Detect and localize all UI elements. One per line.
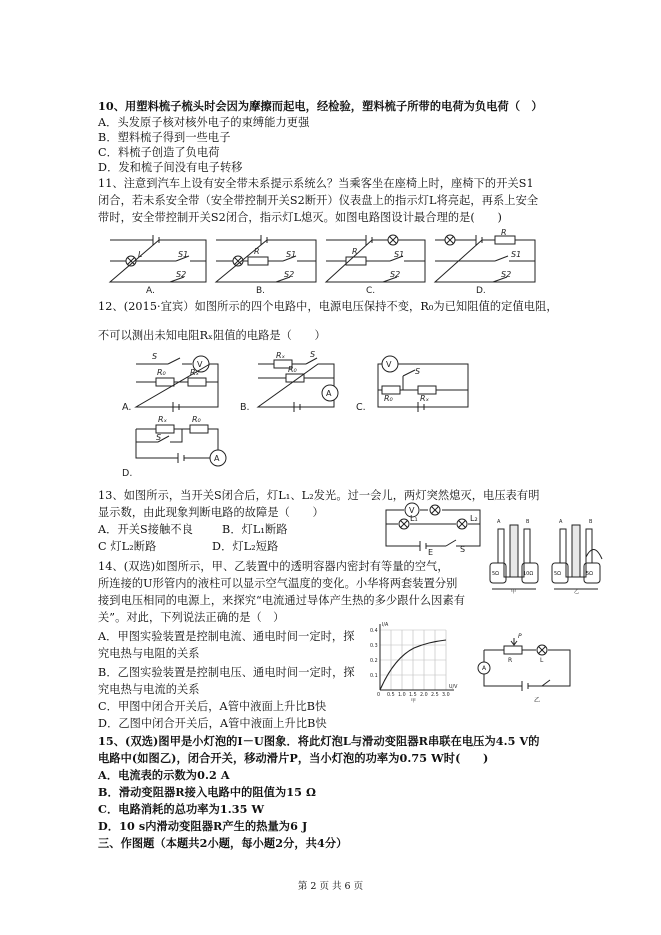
- q11-label-d: D.: [476, 286, 486, 296]
- label-l: L: [138, 250, 143, 259]
- q13-option-d: D．灯L₂短路: [212, 540, 279, 553]
- q15-option-a: A．电流表的示数为0.2 A: [98, 768, 230, 782]
- label-a: A: [214, 454, 220, 463]
- q12-circuit-a: [136, 356, 218, 412]
- q11-circuit-b: [216, 235, 316, 282]
- q15-iu-graph: [366, 620, 466, 702]
- q11-line-3: 带时，安全带控制开关S2闭合，指示灯L熄灭。如图电路图设计最合理的是( ): [98, 211, 502, 224]
- q12-circuit-c: [378, 356, 468, 412]
- label-s2: S2: [284, 270, 295, 279]
- label-r1: 5Ω: [492, 571, 500, 577]
- q11-label-b: B.: [256, 286, 266, 296]
- q12-label-a: A.: [122, 402, 132, 413]
- xtick: 2.0: [420, 693, 428, 698]
- graph-ylabel: I/A: [382, 623, 389, 628]
- label-s: S: [156, 433, 162, 442]
- label-rx: Rₓ: [158, 415, 168, 424]
- label-rx: Rₓ: [190, 368, 200, 377]
- label-r0: R₀: [192, 415, 201, 424]
- graph-caption: 甲: [411, 699, 416, 704]
- xtick: 2.5: [431, 693, 439, 698]
- q14-line-3: 接到电压相同的电源上，来探究“电流通过导体产生热的多少跟什么因素有: [98, 594, 466, 607]
- ytick: 0.4: [370, 629, 378, 634]
- q11-line-2: 闭合，若未系安全带（安全带控制开关S2断开）仪表盘上的指示灯L将亮起，再系上安全: [98, 194, 539, 207]
- label-r1: 5Ω: [586, 571, 594, 577]
- ytick: 0.3: [370, 644, 378, 649]
- label-r: R: [352, 247, 358, 256]
- q14-option-b-2: 究电热与电流的关系: [98, 683, 200, 696]
- xtick: 0.5: [387, 693, 395, 698]
- q11-circuits: [98, 228, 558, 296]
- label-rx: Rₓ: [276, 351, 286, 360]
- q15-option-d: D．10 s内滑动变阻器R产生的热量为6 J: [98, 819, 308, 833]
- q12-label-d: D.: [122, 468, 133, 479]
- label-e: E: [428, 548, 434, 557]
- q15-option-b: B．滑动变阻器R接入电路中的阻值为15 Ω: [98, 785, 317, 799]
- xtick: 3.0: [442, 693, 450, 698]
- label-r0: R₀: [384, 394, 393, 403]
- q15-circuit: [474, 630, 584, 706]
- q14-option-c: C．甲图中闭合开关后，A管中液面上升比B快: [98, 700, 327, 713]
- label-v: V: [386, 360, 392, 369]
- label-s2: S2: [176, 270, 187, 279]
- page-footer: 第 2 页 共 6 页: [297, 881, 364, 892]
- xtick: 1.0: [398, 693, 406, 698]
- label-s: S: [310, 350, 316, 359]
- q12-line-1: 12、(2015·宜宾）如图所示的四个电路中，电源电压保持不变，R₀为已知阻值的定值电阻，: [98, 300, 558, 313]
- label-b: B: [526, 519, 530, 525]
- q12-label-b: B.: [240, 402, 250, 413]
- label-s2: S2: [390, 270, 401, 279]
- ytick: 0.1: [370, 674, 378, 679]
- label-r: R: [508, 657, 513, 664]
- label-a: A: [482, 665, 487, 672]
- label-l2: L₂: [470, 514, 478, 523]
- q13-line-2: 显示数，由此现象判断电路的故障是（ ）: [98, 506, 324, 519]
- q13-circuit: [380, 500, 490, 556]
- label-a: A: [497, 519, 501, 525]
- label-s2: S2: [501, 270, 512, 279]
- label-s: S: [152, 352, 158, 361]
- label-s1: S1: [511, 250, 522, 259]
- q12-line-2: 不可以测出未知电阻Rₓ阻值的电路是（ ）: [98, 329, 326, 342]
- label-v: V: [409, 506, 415, 515]
- label-r: R: [501, 228, 507, 237]
- q11-circuit-a: [110, 235, 206, 282]
- q14-option-d: D．乙图中闭合开关后，A管中液面上升比B快: [98, 717, 327, 730]
- q15-line-2: 电路中(如图乙)，闭合开关，移动滑片P，当小灯泡的功率为0.75 W时( ): [98, 751, 489, 765]
- q12-circuit-d: [136, 425, 226, 466]
- q14-option-a-1: A．甲图实验装置是控制电流、通电时间一定时，探: [98, 630, 355, 643]
- label-s: S: [460, 545, 466, 554]
- label-l: L: [540, 657, 544, 664]
- label-a: A: [559, 519, 563, 525]
- q10-option-d: D．发和梳子间没有电子转移: [98, 161, 243, 174]
- label-r: R: [254, 247, 260, 256]
- label-r0: R₀: [157, 368, 166, 377]
- section-3-heading: 三、作图题（本题共2小题，每小题2分，共4分）: [98, 836, 348, 850]
- label-l1: L₁: [410, 514, 418, 523]
- q13-option-c: C 灯L₂断路: [98, 540, 157, 553]
- q13-line-1: 13、如图所示，当开关S闭合后，灯L₁、L₂发光。过一会儿，两灯突然熄灭，电压表有明: [98, 489, 540, 502]
- label-a: A: [326, 389, 332, 398]
- label-yi: 乙: [574, 589, 580, 595]
- q15-option-c: C．电路消耗的总功率为1.35 W: [98, 802, 265, 816]
- q15-line-1: 15、(双选)图甲是小灯泡的I－U图象．将此灯泡L与滑动变阻器R串联在电压为4.5 V的: [98, 734, 540, 748]
- label-s1: S1: [394, 250, 405, 259]
- q14-line-1: 14、(双选)如图所示，甲、乙装置中的透明容器内密封有等量的空气，: [98, 560, 449, 573]
- label-jia: 甲: [511, 589, 517, 595]
- label-rx: Rₓ: [420, 394, 430, 403]
- label-s: S: [415, 367, 421, 376]
- q14-option-a-2: 究电热与电阻的关系: [98, 647, 200, 660]
- label-r0: R₀: [288, 365, 297, 374]
- xtick: 1.5: [409, 693, 417, 698]
- q10-option-b: B．塑料梳子得到一些电子: [98, 131, 231, 144]
- q11-label-a: A.: [146, 286, 155, 296]
- label-r2: 10Ω: [523, 571, 534, 577]
- q14-line-4: 关”。对此，下列说法正确的是（ ）: [98, 611, 285, 624]
- q10-stem: 10、用塑料梳子梳头时会因为摩擦而起电，经检验，塑料梳子所带的电荷为负电荷（ ）: [98, 99, 543, 113]
- label-v: V: [197, 360, 203, 369]
- q14-apparatus: [486, 515, 608, 593]
- q14-option-b-1: B．乙图实验装置是控制电压、通电时间一定时，探: [98, 666, 355, 679]
- q12-label-c: C.: [356, 402, 366, 413]
- label-s1: S1: [286, 250, 297, 259]
- ytick: 0.2: [370, 659, 378, 664]
- circuit-caption: 乙: [534, 697, 541, 704]
- q14-line-2: 所连接的U形管内的液柱可以显示空气温度的变化。小华将两套装置分别: [98, 577, 458, 590]
- q11-label-c: C.: [366, 286, 376, 296]
- label-r1: 5Ω: [554, 571, 562, 577]
- q12-circuit-b: [258, 358, 338, 412]
- q10-option-c: C．料梳子创造了负电荷: [98, 146, 220, 159]
- label-p: P: [518, 633, 522, 640]
- q11-line-1: 11、注意到汽车上设有安全带未系提示系统么？当乘客坐在座椅上时，座椅下的开关S1: [98, 177, 534, 190]
- q11-circuit-c: [326, 235, 425, 282]
- xtick: 0: [377, 693, 381, 698]
- label-b: B: [589, 519, 593, 525]
- label-s1: S1: [178, 250, 189, 259]
- q10-option-a: A．头发原子核对核外电子的束缚能力更强: [98, 116, 310, 129]
- q13-option-a: A．开关S接触不良: [98, 523, 193, 536]
- graph-xlabel: U/V: [449, 685, 458, 690]
- q13-option-b: B．灯L₁断路: [222, 523, 288, 536]
- q12-circuits: [118, 350, 488, 480]
